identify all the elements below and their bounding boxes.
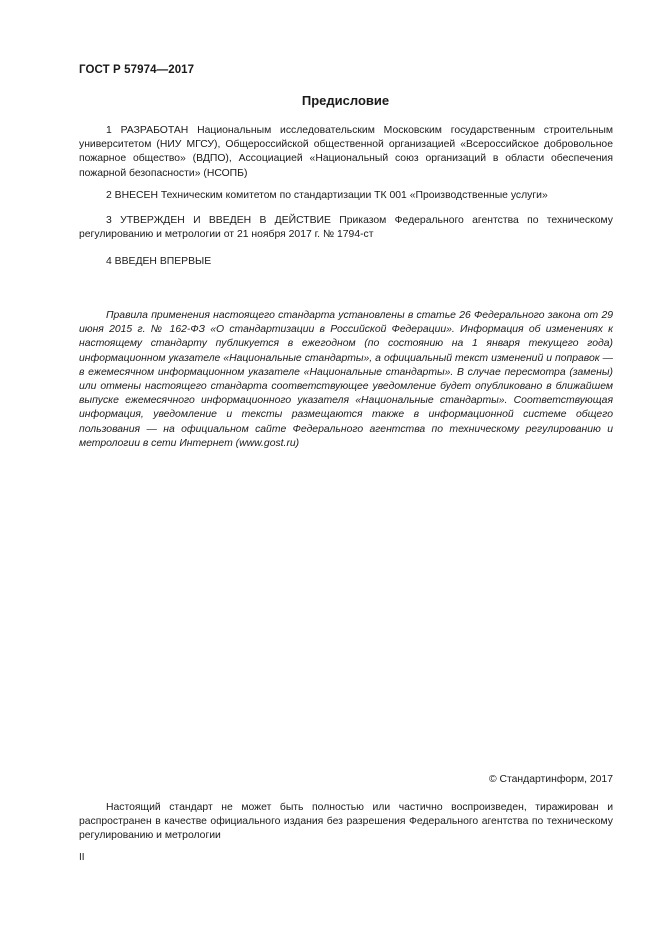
- reproduction-notice: [79, 801, 613, 844]
- document-code: ГОСТ Р 57974—2017: [79, 64, 195, 76]
- reproduction-notice-text: Настоящий стандарт не может быть полностью или частично воспроизведен, тиражирован и распространен в качестве официального издания без разрешения Федерального агентства по техническому регулированию и метрологии: [79, 802, 613, 842]
- foreword-item-text: 4 ВВЕДЕН ВПЕРВЫЕ: [106, 256, 212, 267]
- foreword-item-text: 1 РАЗРАБОТАН Национальным исследовательским Московским государственным строительным университетом (НИУ МГСУ), Общероссийской общественной организацией «Всероссийское добровольное пожарное общество» (ВДПО), Ассоциацией «Национальный союз организаций в области обеспечения пожарной безопасности» (НСОПБ): [79, 125, 613, 179]
- page-title: Предисловие: [301, 93, 390, 108]
- page-number: II: [79, 852, 85, 863]
- foreword-item-2: [79, 189, 613, 203]
- foreword-item-3: [79, 214, 613, 242]
- copyright: © Стандартинформ, 2017: [488, 774, 613, 785]
- foreword-item-1: [79, 124, 613, 181]
- application-rules-note: [79, 309, 613, 451]
- foreword-item-text: 3 УТВЕРЖДЕН И ВВЕДЕН В ДЕЙСТВИЕ Приказом Федерального агентства по техническому регулированию и метрологии от 21 ноября 2017 г. № 1794-ст: [79, 215, 613, 241]
- application-rules-text: Правила применения настоящего стандарта установлены в статье 26 Федерального закона от 29 июня 2015 г. № 162-ФЗ «О стандартизации в Российской Федерации». Информация об изменениях к настоящему стандарту публикуется в ежегодном (по состоянию на 1 января текущего года) информационном указателе «Национальные стандарты», а официальный текст изменений и поправок — в ежемесячном информационном указателе «Национальные стандарты». В случае пересмотра (замены) или отмены настоящего стандарта соответствующее уведомление будет опубликовано в ближайшем выпуске ежемесячного информационного указателя «Национальные стандарты». Соответствующая информация, уведомление и тексты размещаются также в информационной системе общего пользования — на официальном сайте Федерального агентства по техническому регулированию и метрологии в сети Интернет (www.gost.ru): [79, 310, 613, 449]
- foreword-item-text: 2 ВНЕСЕН Техническим комитетом по стандартизации ТК 001 «Производственные услуги»: [106, 190, 548, 201]
- foreword-item-4: [79, 255, 613, 269]
